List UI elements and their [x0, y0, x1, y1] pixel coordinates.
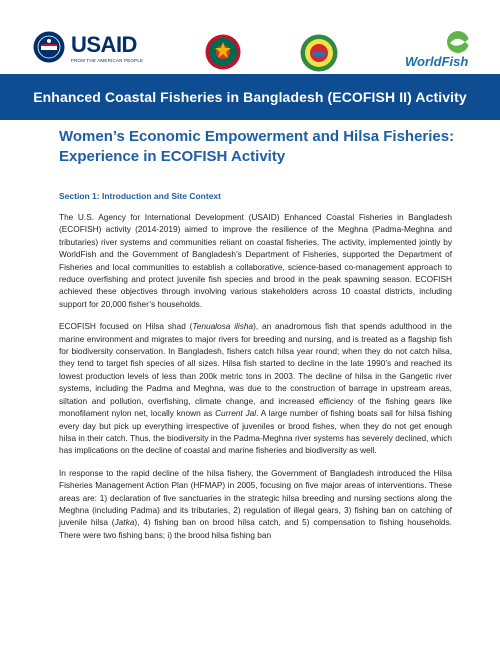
worldfish-logo — [405, 30, 473, 70]
net-name: Current Jal — [215, 408, 257, 419]
worldfish-fish-icon — [445, 30, 471, 54]
banner-title: Enhanced Coastal Fisheries in Bangladesh (ECOFISH II) Activity — [33, 89, 467, 105]
document-body — [59, 191, 452, 551]
usaid-wordmark: USAID — [71, 32, 137, 57]
text-run: . A large number of fishing boats sail for hilsa fishing every day but pick up everything irrespective of juveniles or brood fishes, when they do not get enough hilsa in their catch. Thus, the biodiversity in the Padma-Meghna river systems has severely declined, which has implications on the decline of coastal and marine fisheries and biodiversity as well. — [59, 408, 452, 456]
text-run: ECOFISH focused on Hilsa shad ( — [59, 321, 193, 332]
department-of-fisheries-seal-icon — [300, 34, 338, 72]
section-heading: Section 1: Introduction and Site Context — [59, 191, 221, 201]
text-run: ), an anadromous fish that spends adulthood in the marine environment and migrates to major rivers for breeding and nursing, and is treated as a flagship fish for biodiversity conservation. In Bangladesh, fishers catch hilsa year round; when they do not catch hilsa, they tend to target fish species of all sizes. Hilsa fish started to decline in the late 1990’s and reached its lowest production levels of less than 200k metric tons in 2003. The decline of hilsa in the Gangetic river systems, including the Padma and Meghna, was due to the construction of barrage in upstream areas, siltation and pollution, overfishing, climate change, and increased efficiency of the fishing gears like monofilament nylon net, locally known as — [59, 321, 452, 419]
usaid-tagline: FROM THE AMERICAN PEOPLE — [71, 58, 144, 63]
species-name: Tenualosa ilisha — [192, 321, 254, 332]
text-run: ), 4) fishing ban on brood hilsa catch, and 5) compensation to fishing households. There were two fishing bans; i) the brood hilsa fishing ban — [59, 517, 452, 540]
paragraph-hilsa-focus — [59, 320, 452, 456]
document-title: Women’s Economic Empowerment and Hilsa Fisheries: Experience in ECOFISH Activity — [59, 128, 455, 165]
bangladesh-government-seal-icon — [205, 34, 241, 70]
jatka-term: Jatka — [114, 517, 135, 528]
worldfish-wordmark: WorldFish — [405, 54, 469, 69]
activity-banner — [0, 74, 500, 120]
text-run: In response to the rapid decline of the hilsa fishery, the Government of Bangladesh introduced the Hilsa Fisheries Management Action Plan (HFMAP) in 2005, focusing on five major areas of interventions. These areas are: 1) declaration of five sanctuaries in the strategic hilsa breeding and nursing sections along the Meghna (including Padma) and its tributaries, 2) regulation of illegal gears, 3) fishing ban on catching of juvenile hilsa ( — [59, 467, 452, 528]
logo-bar — [0, 0, 500, 74]
usaid-seal-icon — [33, 31, 65, 63]
usaid-logo — [33, 31, 148, 69]
paragraph-intro: The U.S. Agency for International Development (USAID) Enhanced Coastal Fisheries in Bangladesh (ECOFISH) activity (2014-2019) aimed to improve the resilience of the Meghna (Padma-Meghna and tributaries) river systems and communities reliant on coastal fisheries. The activity, implemented jointly by WorldFish and the Government of Bangladesh’s Department of Fisheries, supported the Department of Fisheries and local communities to establish a collaborative, science-based co-management approach to reduce overfishing and protect juvenile fish species and brood in the peak spawning season. ECOFISH achieved these objectives through involving various stakeholders across 10 coastal districts, including support for 20,000 fisher’s households. — [59, 212, 452, 309]
paragraph-hfmap — [59, 467, 452, 541]
